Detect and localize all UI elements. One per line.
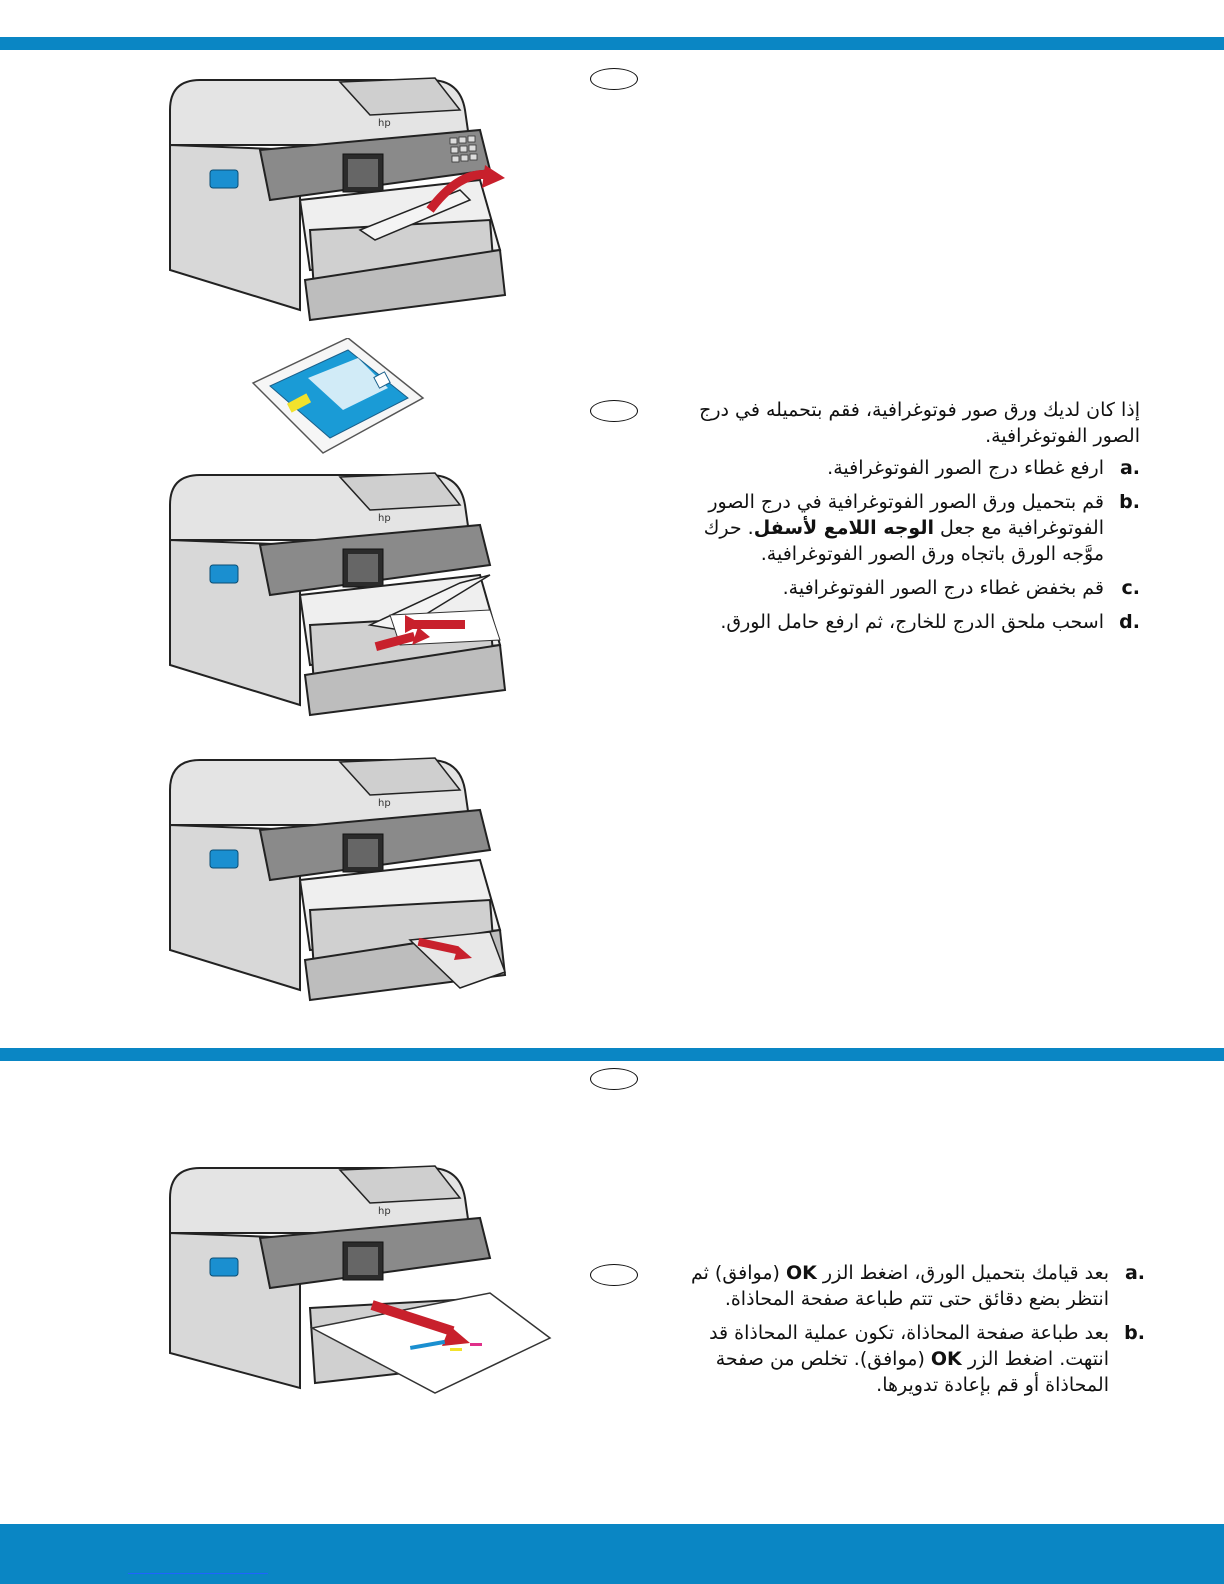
step-text: قم بخفض غطاء درج الصور الفوتوغرافية. — [782, 577, 1104, 599]
step-text-bold: OK — [930, 1348, 962, 1370]
step-marker-d: d. — [1119, 611, 1140, 633]
svg-text:hp: hp — [378, 798, 391, 809]
step-text-before: قم بتحميل ورق الصور الفوتوغرافية في درج الصور الفوتوغرافية مع جعل — [708, 491, 1104, 539]
step-marker-a: a. — [1124, 1262, 1145, 1284]
photo-paper-pack-illustration — [248, 338, 428, 456]
bottom-accent-bar — [0, 1524, 1224, 1584]
step-text: اسحب ملحق الدرج للخارج، ثم ارفع حامل الورق. — [720, 611, 1104, 633]
printer-illustration-load-photo-paper — [160, 465, 510, 720]
step-text: ارفع غطاء درج الصور الفوتوغرافية. — [827, 457, 1104, 479]
step-text-after: (موافق). تخلص من صفحة المحاذاة أو قم بإعادة تدويرها. — [715, 1348, 1109, 1396]
section2-step-b — [665, 1320, 1145, 1398]
section1-step-a — [690, 455, 1140, 481]
section2-step-a — [665, 1260, 1145, 1312]
section1-step-d — [690, 609, 1140, 635]
step-text-before: بعد طباعة صفحة المحاذاة، تكون عملية المحاذاة قد انتهت. اضغط الزر — [709, 1322, 1109, 1370]
svg-text:hp: hp — [378, 513, 391, 524]
printer-illustration-pull-extension — [160, 750, 510, 1005]
top-accent-bar — [0, 37, 1224, 50]
printer-illustration-alignment-page — [160, 1158, 555, 1403]
section1-intro: إذا كان لديك ورق صور فوتوغرافية، فقم بتحميله في درج الصور الفوتوغرافية. — [699, 399, 1140, 447]
printer-illustration-lift-cover — [160, 70, 510, 325]
section1-step-c — [690, 575, 1140, 601]
section1-step-b — [690, 489, 1140, 567]
step-text-bold: الوجه اللامع لأسفل — [753, 517, 934, 539]
step-oval-3 — [590, 1068, 638, 1090]
step-marker-a: a. — [1119, 457, 1140, 479]
step-text-after: (موافق) ثم انتظر بضع دقائق حتى تتم طباعة صفحة المحاذاة. — [690, 1262, 1109, 1310]
section2-text-block — [665, 1260, 1145, 1406]
svg-text:hp: hp — [378, 118, 391, 129]
section-divider-bar — [0, 1048, 1224, 1061]
step-text-before: بعد قيامك بتحميل الورق، اضغط الزر — [816, 1262, 1109, 1284]
step-marker-b: b. — [1124, 1322, 1145, 1344]
step-oval-4 — [590, 1264, 638, 1286]
step-text-after: . حرك موَّجه الورق باتجاه ورق الصور الفوتوغرافية. — [703, 517, 1104, 565]
step-marker-c: c. — [1121, 577, 1140, 599]
step-oval-1 — [590, 68, 638, 90]
step-marker-b: b. — [1119, 491, 1140, 513]
step-text-bold: OK — [786, 1262, 817, 1284]
bottom-link-underline — [128, 1573, 268, 1574]
svg-text:hp: hp — [378, 1206, 391, 1217]
step-oval-2 — [590, 400, 638, 422]
section1-text-block — [660, 397, 1140, 643]
